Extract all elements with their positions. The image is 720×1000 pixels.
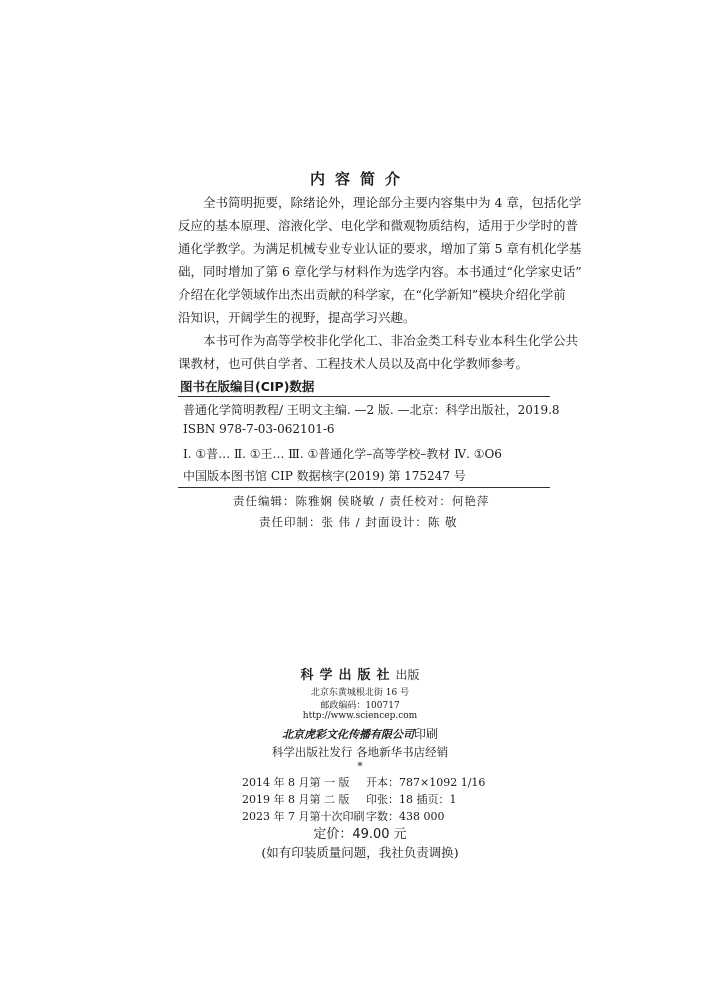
summary-line: 通化学教学。为满足机械专业专业认证的要求，增加了第 5 章有机化学基 bbox=[178, 241, 582, 256]
summary-paragraph-1 bbox=[178, 191, 582, 329]
edition-date: 2023 年 7 月第十次印刷 bbox=[242, 810, 365, 823]
edition-row bbox=[242, 774, 485, 790]
publisher-postcode: 邮政编码：100717 bbox=[320, 701, 400, 711]
summary-line: 沿知识，开阔学生的视野，提高学习兴趣。 bbox=[178, 310, 416, 325]
edition-spec: 字数：438 000 bbox=[366, 810, 445, 823]
summary-paragraph-2 bbox=[178, 329, 579, 375]
summary-title: 内容简介 bbox=[309, 170, 410, 188]
summary-line: 本书可作为高等学校非化学化工、非冶金类工科专业本科生化学公共 bbox=[203, 333, 579, 348]
price: 定价：49.00 元 bbox=[313, 827, 407, 842]
edition-date: 2014 年 8 月第 一 版 bbox=[242, 776, 350, 789]
printer-suffix: 印刷 bbox=[413, 727, 438, 741]
summary-line: 全书简明扼要，除绪论外，理论部分主要内容集中为 4 章，包括化学 bbox=[203, 195, 582, 210]
quality-note: (如有印装质量问题，我社负责调换) bbox=[261, 845, 459, 860]
staff-editors: 责任编辑：陈雅娴 侯晓敏 / 责任校对：何艳萍 bbox=[233, 494, 490, 508]
distribution-line: 科学出版社发行 各地新华书店经销 bbox=[271, 745, 449, 759]
separator-asterisk: * bbox=[357, 760, 363, 773]
staff-production: 责任印制：张 伟 / 封面设计：陈 敬 bbox=[259, 515, 458, 529]
summary-line: 反应的基本原理、溶液化学、电化学和微观物质结构，适用于少学时的普 bbox=[178, 218, 579, 233]
publisher-url: http://www.sciencep.com bbox=[302, 711, 418, 721]
printer-name: 北京虎彩文化传播有限公司 bbox=[281, 728, 414, 741]
edition-date: 2019 年 8 月第 二 版 bbox=[242, 793, 350, 806]
cip-bottom-rule bbox=[178, 487, 550, 488]
cip-line-record: 中国版本图书馆 CIP 数据核字(2019) 第 175247 号 bbox=[183, 469, 466, 483]
publisher-suffix: 出版 bbox=[395, 668, 420, 682]
publisher-address: 北京东黄城根北街 16 号 bbox=[310, 688, 410, 698]
summary-line: 础，同时增加了第 6 章化学与材料作为选学内容。本书通过“化学家史话” bbox=[178, 264, 582, 279]
publisher-line bbox=[0, 664, 720, 683]
cip-line-classification: Ⅰ. ①普… Ⅱ. ①王… Ⅲ. ①普通化学–高等学校–教材 Ⅳ. ①O6 bbox=[183, 447, 502, 461]
edition-row bbox=[242, 791, 457, 807]
cip-heading: 图书在版编目(CIP)数据 bbox=[180, 379, 315, 394]
publisher-name: 科学出版社 bbox=[300, 668, 396, 683]
summary-line: 介绍在化学领域作出杰出贡献的科学家，在“化学新知”模块介绍化学前 bbox=[178, 287, 566, 302]
cip-top-rule bbox=[178, 396, 550, 397]
printer-line bbox=[0, 725, 720, 742]
edition-row bbox=[242, 808, 445, 824]
edition-spec: 开本：787×1092 1/16 bbox=[366, 776, 486, 789]
cip-line-title: 普通化学简明教程/ 王明文主编. —2 版. —北京：科学出版社，2019.8 bbox=[183, 403, 560, 417]
summary-line: 课教材，也可供自学者、工程技术人员以及高中化学教师参考。 bbox=[178, 356, 529, 371]
cip-line-isbn: ISBN 978-7-03-062101-6 bbox=[183, 422, 335, 436]
edition-spec: 印张：18 插页：1 bbox=[366, 793, 457, 806]
